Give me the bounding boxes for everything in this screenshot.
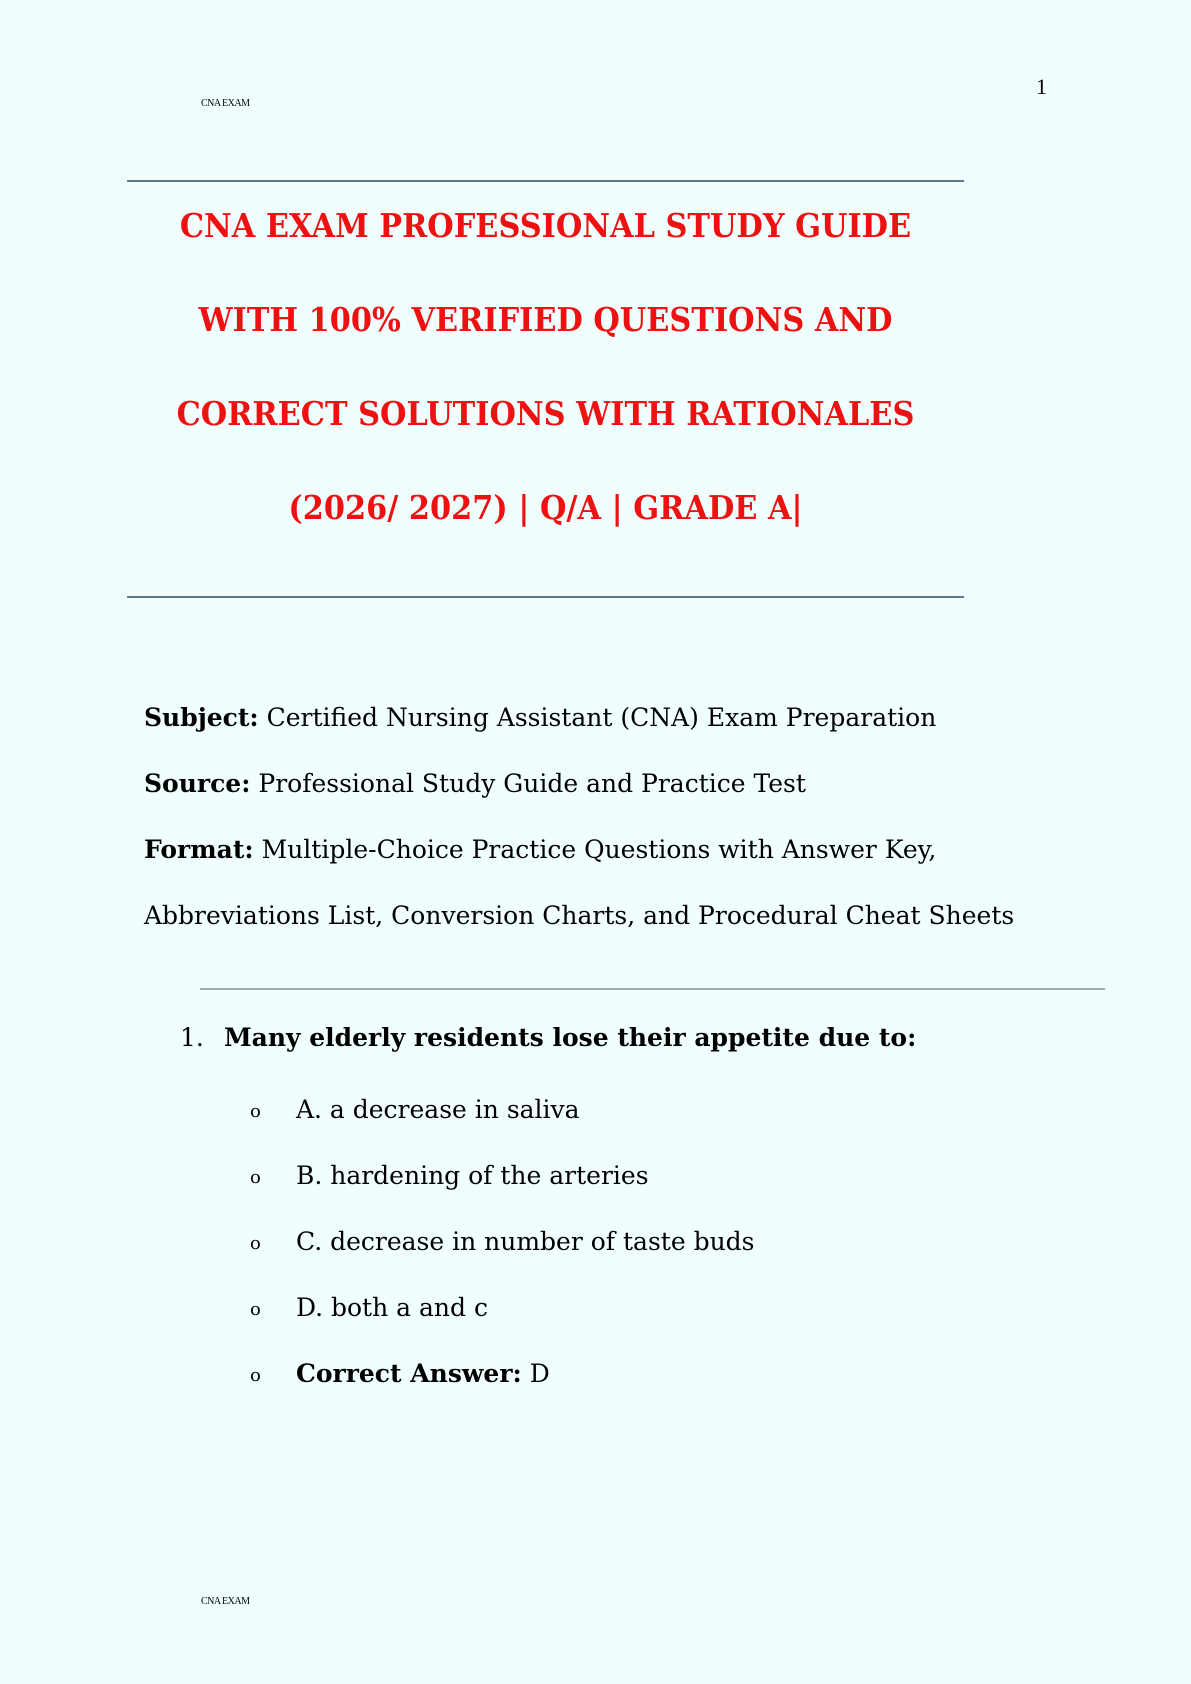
section-divider <box>200 988 1105 990</box>
format-label: Format: <box>144 835 254 864</box>
answer-options <box>250 1088 755 1418</box>
source-line <box>144 762 1104 828</box>
option-d <box>250 1286 755 1352</box>
bullet-icon: o <box>250 1364 261 1386</box>
option-a <box>250 1088 755 1154</box>
title-line: WITH 100% VERIFIED QUESTIONS AND <box>198 300 893 339</box>
title-line: CORRECT SOLUTIONS WITH RATIONALES <box>176 394 915 433</box>
question-number: 1. <box>180 1023 204 1052</box>
question-text: Many elderly residents lose their appetite due to: <box>223 1023 917 1052</box>
document-metadata <box>144 696 1104 960</box>
answer-value: D <box>529 1359 550 1388</box>
option-c <box>250 1220 755 1286</box>
option-text: B. hardening of the arteries <box>295 1161 649 1190</box>
header-label: CNA EXAM <box>201 98 250 109</box>
title-top-rule <box>127 180 964 182</box>
answer-label: Correct Answer: <box>295 1359 522 1388</box>
source-label: Source: <box>144 769 251 798</box>
subject-label: Subject: <box>144 703 259 732</box>
option-text: A. a decrease in saliva <box>295 1095 580 1124</box>
document-title <box>127 200 964 576</box>
bullet-icon: o <box>250 1298 261 1320</box>
page-number: 1 <box>1036 74 1047 99</box>
question-1 <box>180 1023 916 1052</box>
option-text: D. both a and c <box>295 1293 488 1322</box>
bullet-icon: o <box>250 1100 261 1122</box>
bullet-icon: o <box>250 1166 261 1188</box>
source-value: Professional Study Guide and Practice Test <box>258 769 806 798</box>
format-value: Multiple-Choice Practice Questions with Answer Key, <box>261 835 937 864</box>
format-line <box>144 828 1104 894</box>
footer-label: CNA EXAM <box>201 1596 250 1607</box>
correct-answer <box>250 1352 755 1418</box>
format-continuation: Abbreviations List, Conversion Charts, and Procedural Cheat Sheets <box>144 901 1015 930</box>
option-text: C. decrease in number of taste buds <box>295 1227 755 1256</box>
option-b <box>250 1154 755 1220</box>
title-line: (2026/ 2027) | Q/A | GRADE A| <box>288 488 803 527</box>
title-line: CNA EXAM PROFESSIONAL STUDY GUIDE <box>179 206 912 245</box>
subject-line <box>144 696 1104 762</box>
title-bottom-rule <box>127 596 964 598</box>
subject-value: Certified Nursing Assistant (CNA) Exam Preparation <box>266 703 937 732</box>
bullet-icon: o <box>250 1232 261 1254</box>
